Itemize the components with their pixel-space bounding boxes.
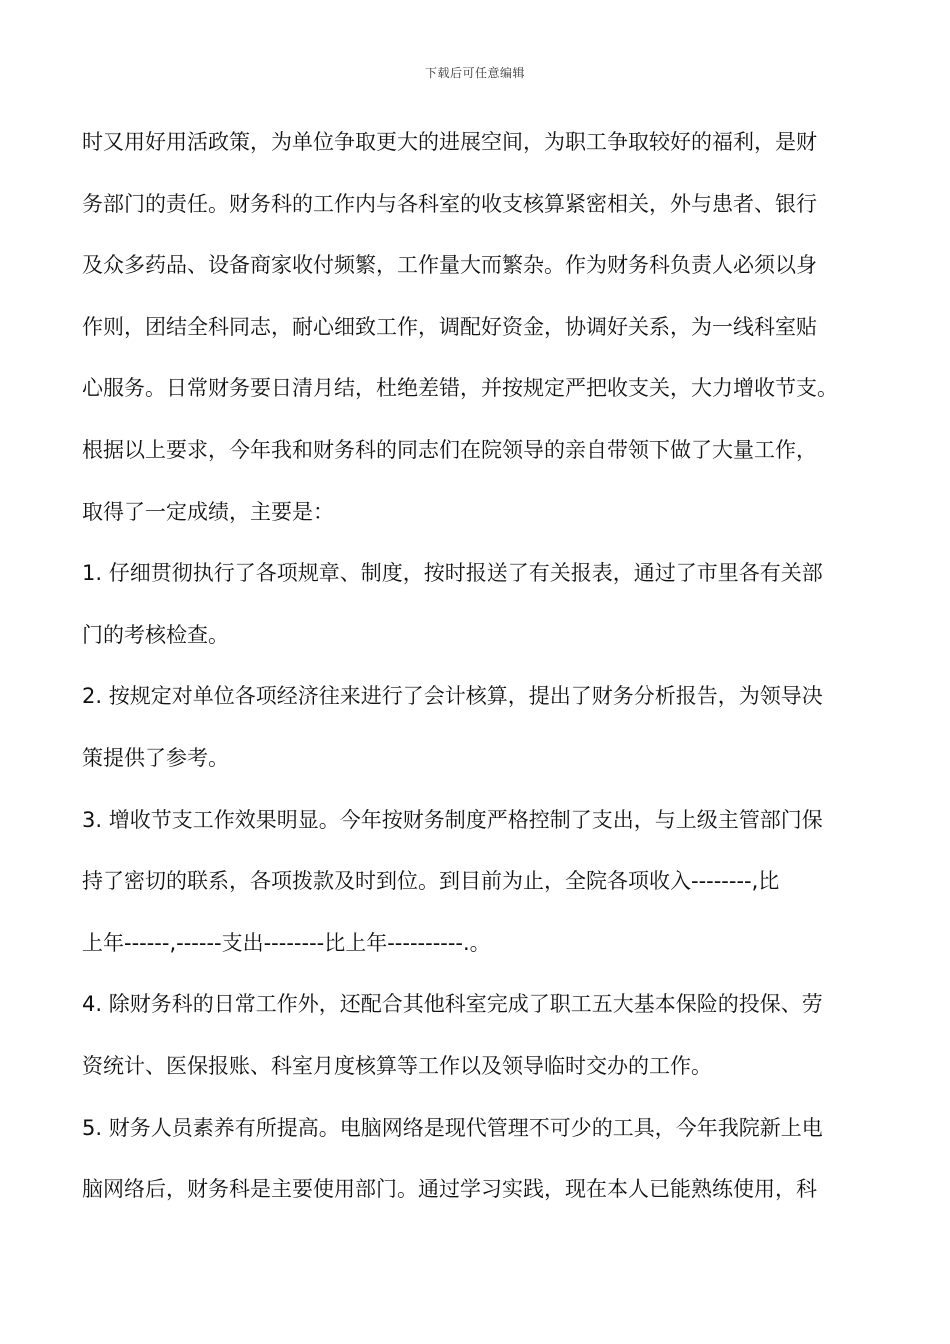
list-item-2-line: 2. 按规定对单位各项经济往来进行了会计核算，提出了财务分析报告，为领导决 bbox=[82, 684, 823, 709]
list-item-5-line: 5. 财务人员素养有所提高。电脑网络是现代管理不可少的工具，今年我院新上电 bbox=[82, 1115, 823, 1140]
text-line: 及众多药品、设备商家收付频繁，工作量大而繁杂。作为财务科负责人必须以身 bbox=[82, 253, 817, 278]
page-header: 下载后可任意编辑 bbox=[424, 66, 525, 80]
text-line: 务部门的责任。财务科的工作内与各科室的收支核算紧密相关，外与患者、银行 bbox=[82, 191, 817, 216]
list-item-3-line: 持了密切的联系，各项拨款及时到位。到目前为止，全院各项收入--------,比 bbox=[82, 869, 780, 894]
list-item-5-line: 脑网络后，财务科是主要使用部门。通过学习实践，现在本人已能熟练使用，科 bbox=[82, 1177, 817, 1202]
text-line: 取得了一定成绩，主要是： bbox=[82, 499, 334, 524]
list-item-1-line: 1. 仔细贯彻执行了各项规章、制度，按时报送了有关报表，通过了市里各有关部 bbox=[82, 561, 823, 586]
list-item-4-line: 资统计、医保报账、科室月度核算等工作以及领导临时交办的工作。 bbox=[82, 1053, 712, 1078]
text-line: 心服务。日常财务要日清月结，杜绝差错，并按规定严把收支关，大力增收节支。 bbox=[82, 376, 838, 401]
list-item-3-line: 3. 增收节支工作效果明显。今年按财务制度严格控制了支出，与上级主管部门保 bbox=[82, 807, 823, 832]
text-line: 时又用好用活政策，为单位争取更大的进展空间，为职工争取较好的福利，是财 bbox=[82, 130, 817, 154]
list-item-4-line: 4. 除财务科的日常工作外，还配合其他科室完成了职工五大基本保险的投保、劳 bbox=[82, 992, 823, 1017]
list-item-3-line: 上年------,------支出--------比上年----------.。 bbox=[82, 930, 491, 955]
list-item-1-line: 门的考核检查。 bbox=[82, 622, 229, 647]
text-line: 作则，团结全科同志，耐心细致工作，调配好资金，协调好关系，为一线科室贴 bbox=[82, 314, 817, 339]
list-item-2-line: 策提供了参考。 bbox=[82, 745, 229, 770]
text-line: 根据以上要求，今年我和财务科的同志们在院领导的亲自带领下做了大量工作， bbox=[82, 437, 817, 462]
document-body bbox=[82, 112, 882, 1221]
